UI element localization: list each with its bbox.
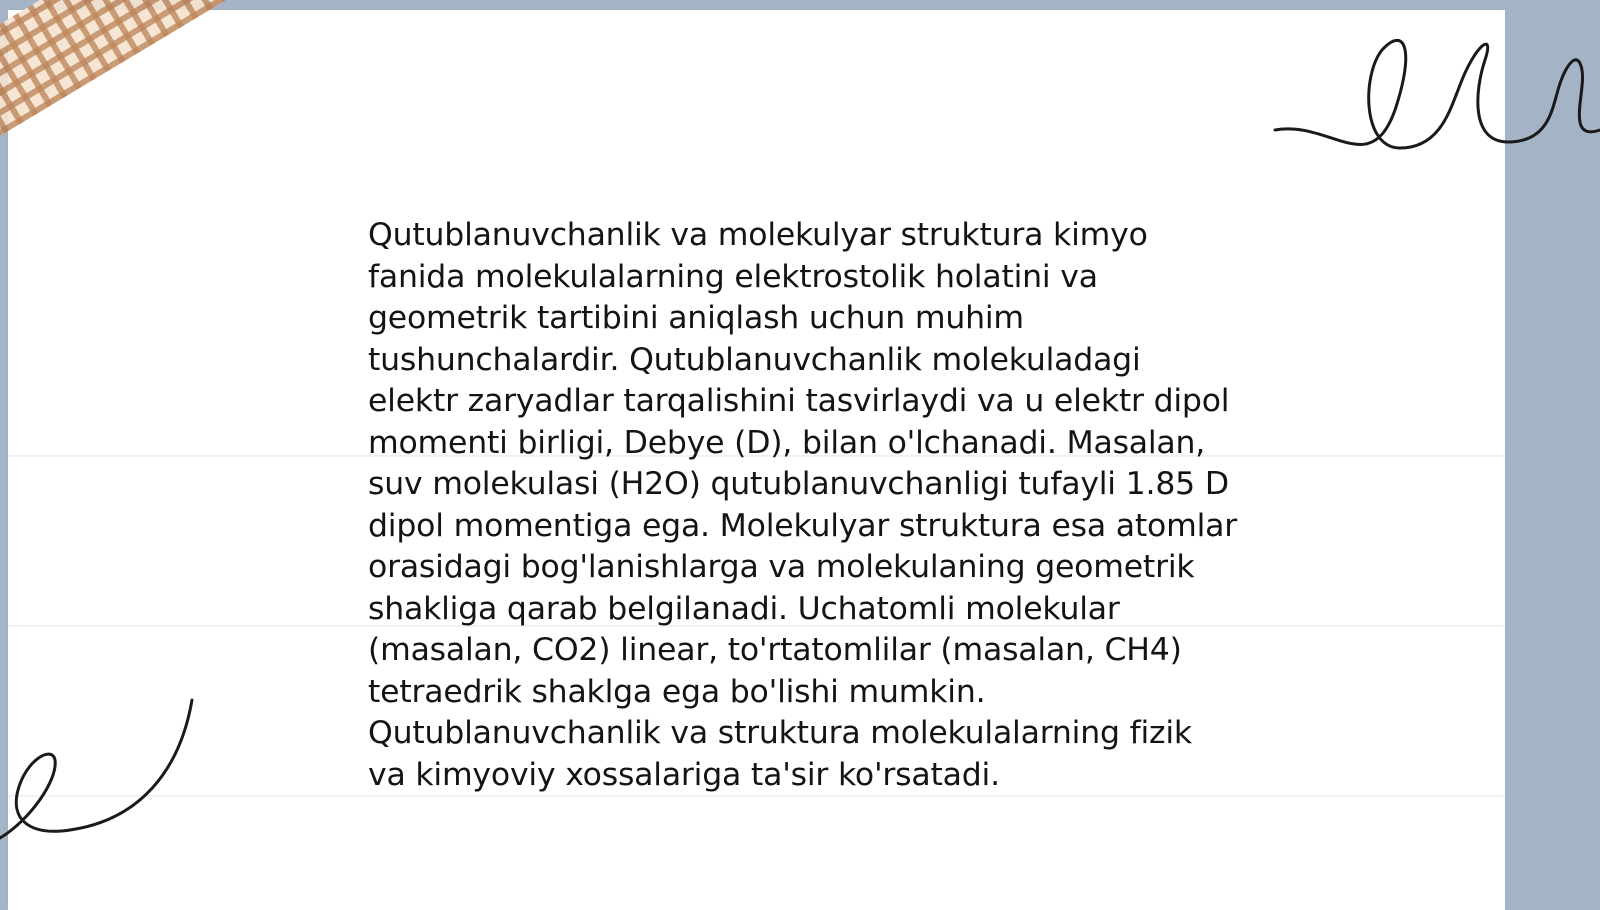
swoosh-doodle-icon bbox=[0, 690, 200, 850]
body-paragraph: Qutublanuvchanlik va molekulyar struktura kimyo fanida molekulalarning elektrostolik holatini va geometrik tartibini aniqlash uchun muhim tushunchalardir. Qutublanuvchanlik molekuladagi elektr zaryadlar tarqalishini tasvirlaydi va u elektr dipol momenti birligi, Debye (D), bilan o'lchanadi. Masalan, suv molekulasi (H2O) qutublanuvchanligi tufayli 1.85 D dipol momentiga ega. Molekulyar struktura esa atomlar orasidagi bog'lanishlarga va molekulaning geometrik shakliga qarab belgilanadi. Uchatomli molekular (masalan, CO2) linear, to'rtatomlilar (masalan, CH4) tetraedrik shaklga ega bo'lishi mumkin. Qutublanuvchanlik va struktura molekulalarning fizik va kimyoviy xossalariga ta'sir ko'rsatadi. bbox=[368, 217, 1237, 793]
loop-doodle-icon bbox=[1290, 30, 1600, 170]
paper-sheet bbox=[8, 10, 1505, 910]
